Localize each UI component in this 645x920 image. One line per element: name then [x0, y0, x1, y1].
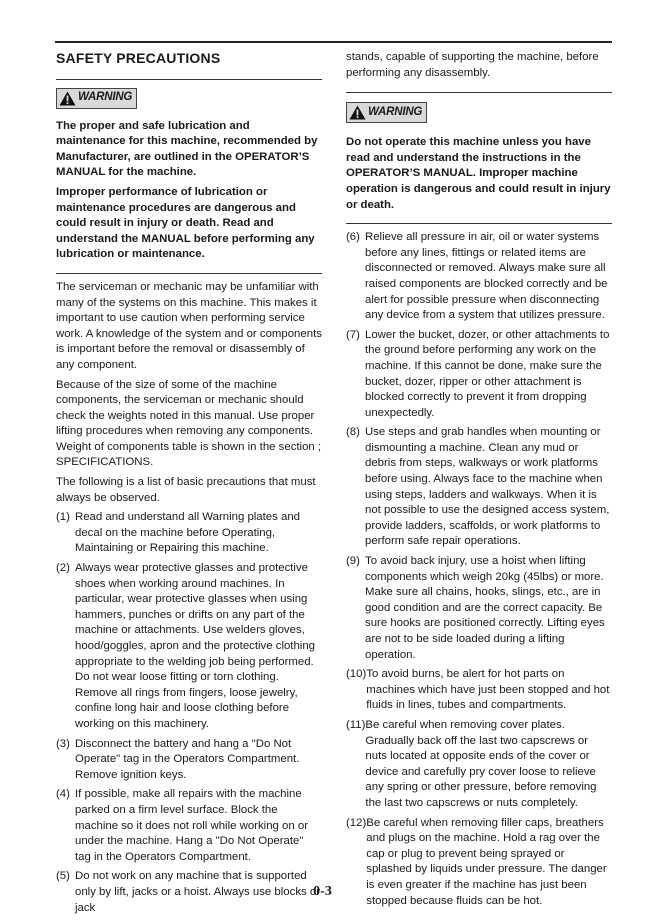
item-number: (1): [56, 511, 70, 524]
paragraph: Because of the size of some of the machine components, the serviceman or mechanic should check the weights noted in this manual. Use proper lifting procedures when removing any components. Weight of components table is shown in the section ; SPECIFICATIONS.: [56, 378, 322, 469]
list-item: [56, 510, 322, 557]
list-item: [346, 230, 612, 324]
list-item: [56, 737, 322, 784]
list-item: [56, 561, 322, 733]
warning-label-text: WARNING: [78, 91, 133, 104]
left-column: [56, 47, 322, 920]
list-item: [346, 718, 612, 812]
item-number: (8): [346, 426, 360, 439]
continuation-text: stands, capable of supporting the machine, before performing any disassembly.: [346, 51, 599, 79]
divider: [56, 79, 322, 80]
item-number: (9): [346, 555, 360, 568]
top-rule: [55, 41, 612, 43]
paragraph: The following is a list of basic precautions that must always be observed.: [56, 476, 316, 504]
item-text: If possible, make all repairs with the machine parked on a firm level surface. Block the machine so it does not roll while working on or under the machine. Hang a "Do Not Operate" tag in the Operators Compartment.: [75, 788, 308, 863]
item-text: Disconnect the battery and hang a "Do Not Operate" tag in the Operators Compartment. Remove ignition keys.: [75, 737, 300, 781]
item-number: (4): [56, 788, 70, 801]
warning-triangle-icon: [349, 105, 366, 120]
divider: [346, 92, 612, 93]
paragraph: The serviceman or mechanic may be unfamiliar with many of the systems on this machine. This makes it important to use caution when performing service work. A knowledge of the system and or components is important before the removal or disassembly of any component.: [56, 280, 322, 371]
item-text: Be careful when removing filler caps, breathers and plugs on the machine. Hold a rag over the cap or plug to prevent being sprayed or splashed by liquids under pressure. The danger is even greater if the machine has just been stopped because fluids can be hot.: [366, 816, 607, 907]
warning-text: Do not operate this machine unless you have read and understand the instructions in the OPERATOR’S MANUAL. Improper machine operation is dangerous and could result in injury or death.: [346, 136, 611, 211]
item-number: (12): [346, 816, 367, 829]
item-text: Be careful when removing cover plates. Gradually back off the last two capscrews or nuts located at opposite ends of the cover or device and carefully pry cover loose to relieve any spring or other pressure, before removing the last two capscrews or nuts completely.: [365, 718, 597, 809]
item-number: (10): [346, 668, 367, 681]
item-text: Use steps and grab handles when mounting or dismounting a machine. Clean any mud or debris from steps, walkways or work platforms before using. Always face to the machine when using steps, ladders and walkways. When it is not possible to use the designed access system, provide ladders, scaffolds, or work platforms to perform safe repair operations.: [365, 426, 610, 548]
item-number: (6): [346, 231, 360, 244]
item-text: Relieve all pressure in air, oil or water systems before any lines, fittings or related items are disconnected or removed. Always make sure all raised components are blocked correctly and be alert for possible pressure when disconnecting any device from a system that utilizes pressure.: [365, 231, 608, 322]
item-text: Read and understand all Warning plates and decal on the machine before Operating, Maintaining or Repairing this machine.: [75, 511, 301, 555]
item-text: Do not work on any machine that is supported only by lift, jacks or a hoist. Always use blocks or jack: [75, 870, 320, 914]
section-title: SAFETY PRECAUTIONS: [56, 50, 221, 66]
divider: [56, 273, 322, 274]
item-number: (5): [56, 870, 70, 883]
warning-label-text: WARNING: [368, 105, 423, 118]
list-item: [346, 328, 612, 422]
item-number: (11): [346, 718, 366, 731]
item-text: Always wear protective glasses and protective shoes when working around machines. In particular, wear protective glasses when using hammers, punches or drifts on any part of the machine or attachments. Use welders gloves, hood/goggles, apron and the protective clothing appropriate to the welding job being performed. Do not wear loose fitting or torn clothing. Remove all rings from fingers, loose jewelry, confine long hair and loose clothing before working on this machinery.: [75, 562, 316, 730]
warning-label: [346, 102, 427, 123]
item-number: (3): [56, 737, 70, 750]
list-item: [56, 787, 322, 865]
list-item: [346, 667, 612, 714]
item-number: (2): [56, 562, 70, 575]
right-column: [346, 47, 612, 913]
list-item: [346, 554, 612, 663]
warning-label: [56, 88, 137, 109]
warning-triangle-icon: [59, 91, 76, 106]
divider: [346, 223, 612, 224]
item-number: (7): [346, 328, 360, 341]
item-text: To avoid back injury, use a hoist when lifting components which weigh 20kg (45lbs) or more. Make sure all chains, hooks, slings, etc., are in good condition and are the correct capacity. Be sure hooks are positioned correctly. Lifting eyes are not to be side loaded during a lifting operation.: [365, 555, 605, 661]
warning-text: The proper and safe lubrication and maintenance for this machine, recommended by Manufacturer, are outlined in the OPERATOR’S MANUAL for the machine.: [56, 119, 318, 179]
item-text: Lower the bucket, dozer, or other attachments to the ground before performing any work on the machine. If this cannot be done, make sure the bucket, dozer, ripper or other attachment is blocked correctly to prevent it from dropping unexpectedly.: [365, 328, 610, 419]
list-item: [346, 425, 612, 550]
page-number: 0-3: [313, 884, 332, 899]
warning-text: Improper performance of lubrication or maintenance procedures are dangerous and could result in injury or death. Read and understand the MANUAL before performing any lubrication or maintenance.: [56, 185, 315, 261]
item-text: To avoid burns, be alert for hot parts on machines which have just been stopped and hot fluids in lines, tubes and compartments.: [366, 668, 610, 712]
